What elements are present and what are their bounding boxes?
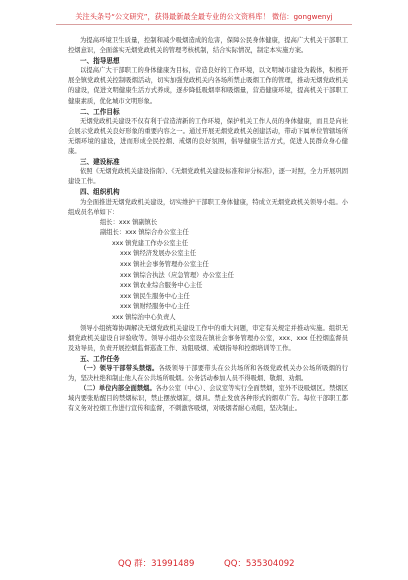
member-line: xxx 镇党建工作办公室主任: [112, 239, 189, 247]
member-line: xxx 镇综合执法（应急管理）办公室主任: [120, 271, 234, 279]
header-divider: [56, 24, 352, 25]
task-1-body: 各级领导干部要带头在公共场所和各级党政机关办公场所吸烟的行为，坚决杜绝和制止他人在公共场所吸烟。公务活动参加人员不得吸烟、敬烟、劝烟。: [68, 365, 349, 383]
task-2-body: 各办公室（中心）、会议室等实行全面禁烟，室外不设吸烟区。禁烟区域内要张贴醒目的禁烟标识，禁止摆放烟缸，烟具。禁止发放各种形式的烟草广告。每位干部职工都有义务对控烟工作进行宣传和监督，不刺激客吸烟，对吸烟者耐心劝阻，坚决制止。: [68, 385, 348, 413]
footer-qq-group: QQ 群：31991489: [118, 559, 195, 569]
deputy-line: 副组长：xxx 镇综合办公室主任: [100, 229, 189, 237]
task-1-paragraph: [68, 364, 348, 384]
member-line: xxx 镇农业综合服务中心主任: [120, 282, 203, 290]
section-3-heading: 三、建设标准: [80, 158, 120, 167]
section-3-paragraph: 依照《无烟党政机关建设指南》、《无烟党政机关建设标准和评分标准》，逐一对照，全力开展巩固建设工作。: [68, 168, 348, 186]
member-line: xxx 镇民生服务中心主任: [120, 292, 190, 300]
section-4-paragraph: 为全面推进无烟党政机关建设，切实维护干部职工身体健康，特成立无烟党政机关领导小组。小组成员名单如下：: [68, 198, 348, 216]
task-2-lead: （二）单位内部全面禁烟。: [80, 385, 156, 393]
intro-paragraph: 为提高环境卫生质量，控制和减少吸烟造成的危害，保障公民身体健康，提高广大机关干部职工控烟意识，全面落实无烟党政机关的管理考核机制，结合实际情况，制定本实施方案。: [68, 37, 348, 55]
footer: [0, 556, 408, 572]
section-1-paragraph: 以提高广大干部职工的身体健康为目标，营造良好的工作环境，以文明城市建设为载体，积极开展全镇党政机关控制吸烟活动，切实加强党政机关内各场所禁止吸烟工作的管理，推动无烟党政机关的建设，促进文明健康生活方式养成，逐步降低吸烟率和吸烟量，营造健康环境，提高机关干部职工健康素质，优化城市文明形象。: [68, 67, 348, 105]
task-2-paragraph: [68, 384, 348, 414]
header-banner[interactable]: 关注头条号“公文研究”，获得最新最全最专业的公文资料库！ 微信：gongwenyj: [75, 12, 333, 21]
document-body: [68, 36, 348, 414]
section-4-closing-paragraph: 领导小组统筹协调解决无烟党政机关建设工作中的重大问题，审定有关规定并推动实施。组织无烟党政机关建设自评验收等。领导小组办公室设在镇社会事务管理办公室，xxx、xxx 任控烟监督员及劝导员，负责开展控烟监督巡查工作、劝阻吸烟、戒烟指导和控烟培训等工作。: [68, 324, 348, 352]
section-4-heading: 四、组织机构: [80, 188, 120, 197]
leader-line: 组长：xxx 镇副镇长: [100, 218, 158, 226]
section-5-heading: 五、工作任务: [80, 354, 120, 363]
member-line: xxx 镇财经服务中心主任: [120, 303, 190, 311]
member-line: xxx 镇社会事务管理办公室主任: [120, 261, 209, 269]
member-line: xxx 镇经济发展办公室主任: [120, 250, 197, 258]
task-1-lead: （一）领导干部带头禁烟。: [80, 365, 159, 372]
section-1-heading: 一、指导思想: [80, 57, 120, 66]
footer-qq-contact: QQ：535304092: [224, 559, 295, 569]
member-line: xxx 镇综治中心负责人: [112, 314, 176, 322]
section-2-paragraph: 无烟党政机关建设不仅有利于营造清新的工作环境，保护机关工作人员的身体健康，而且是向社会展示党政机关良好形象的重要内容之一。通过开展无烟党政机关创建活动，带动下属单位管辖场所无烟环境的建设，进而形成全民控烟、戒烟的良好氛围，倡导健康生活方式，促进人民群众身心健康。: [68, 117, 348, 156]
section-2-heading: 二、工作目标: [80, 107, 120, 116]
